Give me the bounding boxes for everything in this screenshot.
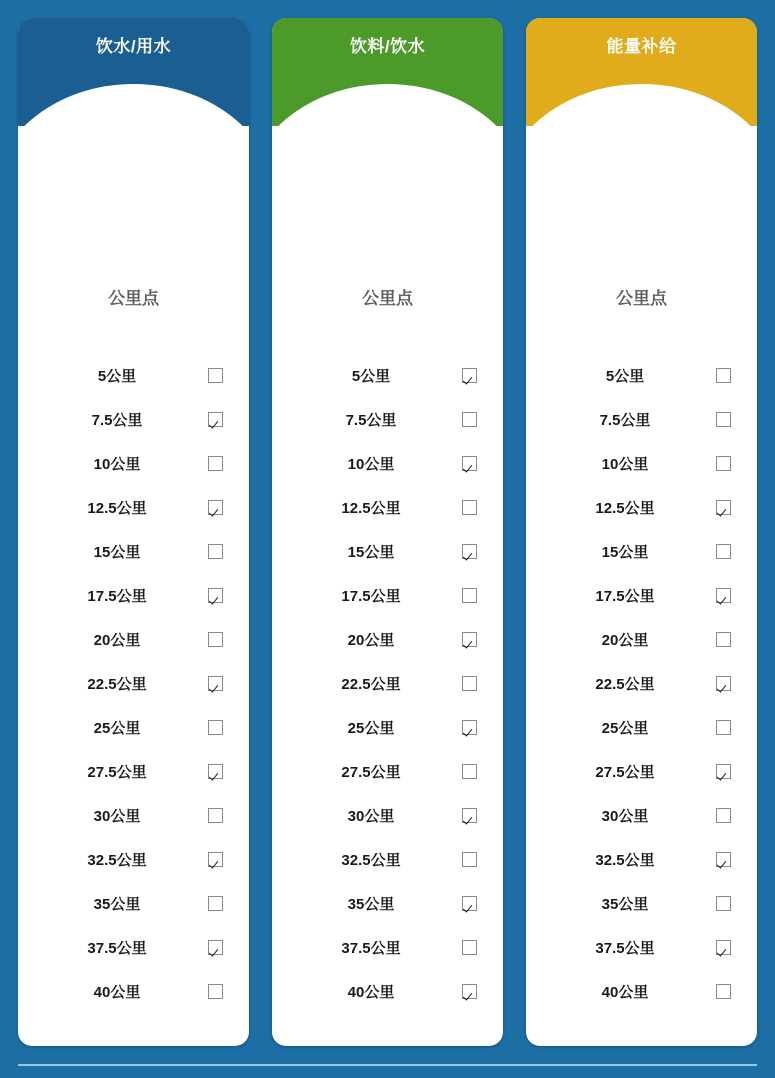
checkpoint-row — [552, 485, 731, 529]
checkpoint-label: 40公里 — [347, 983, 395, 1001]
checkpoint-checkbox[interactable] — [716, 896, 731, 911]
checkpoint-checkbox[interactable] — [716, 456, 731, 471]
checkpoint-checkbox[interactable] — [462, 412, 477, 427]
card-header-energy — [526, 18, 757, 126]
checkpoint-checkbox[interactable] — [716, 852, 731, 867]
category-card-energy — [526, 18, 757, 1046]
checkpoint-checkbox[interactable] — [208, 808, 223, 823]
checkpoint-label: 32.5公里 — [595, 851, 655, 869]
checkpoint-label: 5公里 — [97, 367, 137, 385]
checkpoint-row — [298, 661, 477, 705]
checkpoint-row — [298, 617, 477, 661]
checkpoint-row — [552, 573, 731, 617]
category-card-water — [18, 18, 249, 1046]
category-card-drink — [272, 18, 503, 1046]
checkpoint-checkbox[interactable] — [716, 764, 731, 779]
checkpoint-row — [552, 705, 731, 749]
checkpoint-row — [298, 529, 477, 573]
checkpoint-row — [298, 969, 477, 1013]
card-header-water — [18, 18, 249, 126]
section-title: 公里点 — [362, 289, 413, 308]
checkpoint-row — [552, 617, 731, 661]
checkpoint-label: 7.5公里 — [91, 411, 143, 429]
checkpoint-label: 7.5公里 — [345, 411, 397, 429]
checkpoint-row — [44, 837, 223, 881]
checkpoint-row — [552, 881, 731, 925]
checkpoint-row — [298, 749, 477, 793]
checkpoint-checkbox[interactable] — [462, 808, 477, 823]
checkpoint-row — [44, 705, 223, 749]
checkpoint-row — [298, 485, 477, 529]
section-title: 公里点 — [108, 289, 159, 308]
checkpoint-checkbox[interactable] — [462, 588, 477, 603]
checkpoint-label: 22.5公里 — [87, 675, 147, 693]
checkpoint-label: 10公里 — [347, 455, 395, 473]
checkpoint-row — [552, 925, 731, 969]
checkpoint-label: 37.5公里 — [341, 939, 401, 957]
checkpoint-label: 17.5公里 — [341, 587, 401, 605]
checkpoint-checkbox[interactable] — [716, 940, 731, 955]
checkpoint-label: 12.5公里 — [87, 499, 147, 517]
checkpoint-checkbox[interactable] — [208, 676, 223, 691]
checkpoint-label: 30公里 — [347, 807, 395, 825]
checkpoint-row — [44, 397, 223, 441]
checkpoint-checkbox[interactable] — [462, 676, 477, 691]
checkpoint-row — [552, 969, 731, 1013]
checkpoint-checkbox[interactable] — [716, 632, 731, 647]
checkpoint-checkbox[interactable] — [208, 720, 223, 735]
card-title: 饮水/用水 — [95, 37, 172, 56]
card-title: 能量补给 — [606, 37, 677, 56]
checkpoint-row — [44, 617, 223, 661]
checkpoint-label: 7.5公里 — [599, 411, 651, 429]
checkpoint-label: 37.5公里 — [595, 939, 655, 957]
checkpoint-checkbox[interactable] — [716, 676, 731, 691]
checkpoint-checkbox[interactable] — [208, 544, 223, 559]
checkpoint-label: 37.5公里 — [87, 939, 147, 957]
checkpoint-label: 22.5公里 — [595, 675, 655, 693]
checkpoint-checkbox[interactable] — [208, 368, 223, 383]
checkpoint-label: 22.5公里 — [341, 675, 401, 693]
checkpoint-label: 10公里 — [601, 455, 649, 473]
checkpoint-label: 27.5公里 — [341, 763, 401, 781]
checkpoint-checkbox[interactable] — [208, 456, 223, 471]
checkpoint-label: 12.5公里 — [341, 499, 401, 517]
checkpoint-row — [552, 441, 731, 485]
checkpoint-label: 25公里 — [347, 719, 395, 737]
checkpoint-row — [44, 441, 223, 485]
checkpoint-checkbox[interactable] — [462, 720, 477, 735]
checkpoint-checkbox[interactable] — [208, 412, 223, 427]
checkpoint-label: 12.5公里 — [595, 499, 655, 517]
card-header-drink — [272, 18, 503, 126]
footer-divider — [18, 1064, 757, 1066]
checkpoint-checkbox[interactable] — [208, 588, 223, 603]
checkpoint-row — [298, 441, 477, 485]
checkpoint-checkbox[interactable] — [716, 720, 731, 735]
checkpoint-row — [552, 529, 731, 573]
checkpoint-label: 25公里 — [93, 719, 141, 737]
checkpoint-row — [298, 793, 477, 837]
columns-container — [18, 18, 757, 1046]
checkpoint-label: 25公里 — [601, 719, 649, 737]
checkpoint-row — [298, 881, 477, 925]
checkpoint-row — [44, 793, 223, 837]
checkpoint-label: 32.5公里 — [87, 851, 147, 869]
checkpoint-label: 30公里 — [601, 807, 649, 825]
checkpoint-label: 5公里 — [351, 367, 391, 385]
checkpoint-label: 17.5公里 — [595, 587, 655, 605]
checkpoint-checkbox[interactable] — [462, 896, 477, 911]
checkpoint-label: 32.5公里 — [341, 851, 401, 869]
checkpoint-checkbox[interactable] — [716, 544, 731, 559]
card-title: 饮料/饮水 — [349, 37, 426, 56]
checkpoint-row — [552, 353, 731, 397]
checkpoint-row — [552, 661, 731, 705]
checkpoint-label: 40公里 — [601, 983, 649, 1001]
checkpoint-label: 20公里 — [347, 631, 395, 649]
checkpoint-checkbox[interactable] — [462, 764, 477, 779]
checkpoint-checkbox[interactable] — [462, 368, 477, 383]
checkpoint-label: 35公里 — [601, 895, 649, 913]
checkpoint-row — [552, 397, 731, 441]
checkpoint-label: 40公里 — [93, 983, 141, 1001]
checkpoint-checkbox[interactable] — [208, 632, 223, 647]
checkpoint-checkbox[interactable] — [716, 588, 731, 603]
checkpoint-label: 20公里 — [93, 631, 141, 649]
checkpoint-row — [44, 529, 223, 573]
section-title: 公里点 — [616, 289, 667, 308]
checkpoint-label: 15公里 — [347, 543, 395, 561]
checkpoint-checkbox[interactable] — [208, 764, 223, 779]
checkpoint-checkbox[interactable] — [716, 412, 731, 427]
checkpoint-checkbox[interactable] — [462, 852, 477, 867]
checkpoint-checkbox[interactable] — [208, 940, 223, 955]
checkpoint-row — [44, 881, 223, 925]
checkpoint-label: 35公里 — [93, 895, 141, 913]
checkpoint-checkbox[interactable] — [716, 984, 731, 999]
checkpoint-row — [44, 485, 223, 529]
checkpoint-label: 35公里 — [347, 895, 395, 913]
checkpoint-label: 30公里 — [93, 807, 141, 825]
checkpoint-row — [44, 925, 223, 969]
checkpoint-row — [552, 793, 731, 837]
checkpoint-row — [298, 353, 477, 397]
checkpoint-label: 17.5公里 — [87, 587, 147, 605]
checkpoint-checkbox[interactable] — [462, 940, 477, 955]
checkpoint-row — [44, 353, 223, 397]
checkpoint-checkbox[interactable] — [462, 456, 477, 471]
checkpoint-label: 20公里 — [601, 631, 649, 649]
checkpoint-label: 27.5公里 — [87, 763, 147, 781]
checkpoint-checkbox[interactable] — [462, 544, 477, 559]
checkpoint-row — [44, 661, 223, 705]
checkpoint-list — [272, 353, 503, 1046]
checkpoint-row — [298, 837, 477, 881]
checkpoint-label: 15公里 — [601, 543, 649, 561]
checkpoint-row — [44, 573, 223, 617]
checkpoint-label: 15公里 — [93, 543, 141, 561]
checkpoint-list — [526, 353, 757, 1046]
checkpoint-row — [298, 573, 477, 617]
checkpoint-checkbox[interactable] — [208, 852, 223, 867]
checkpoint-checkbox[interactable] — [462, 500, 477, 515]
checkpoint-row — [44, 749, 223, 793]
checkpoint-row — [552, 749, 731, 793]
checkpoint-label: 5公里 — [605, 367, 645, 385]
checkpoint-checkbox[interactable] — [716, 500, 731, 515]
checkpoint-row — [298, 397, 477, 441]
checkpoint-row — [298, 925, 477, 969]
checkpoint-label: 10公里 — [93, 455, 141, 473]
checkpoint-checkbox[interactable] — [716, 808, 731, 823]
checkpoint-row — [298, 705, 477, 749]
checkpoint-checkbox[interactable] — [462, 984, 477, 999]
checkpoint-row — [44, 969, 223, 1013]
checkpoint-checkbox[interactable] — [208, 896, 223, 911]
checkpoint-checkbox[interactable] — [462, 632, 477, 647]
checkpoint-list — [18, 353, 249, 1046]
checkpoint-checkbox[interactable] — [208, 984, 223, 999]
checkpoint-checkbox[interactable] — [208, 500, 223, 515]
checkpoint-row — [552, 837, 731, 881]
checkpoint-label: 27.5公里 — [595, 763, 655, 781]
checkpoint-checkbox[interactable] — [716, 368, 731, 383]
